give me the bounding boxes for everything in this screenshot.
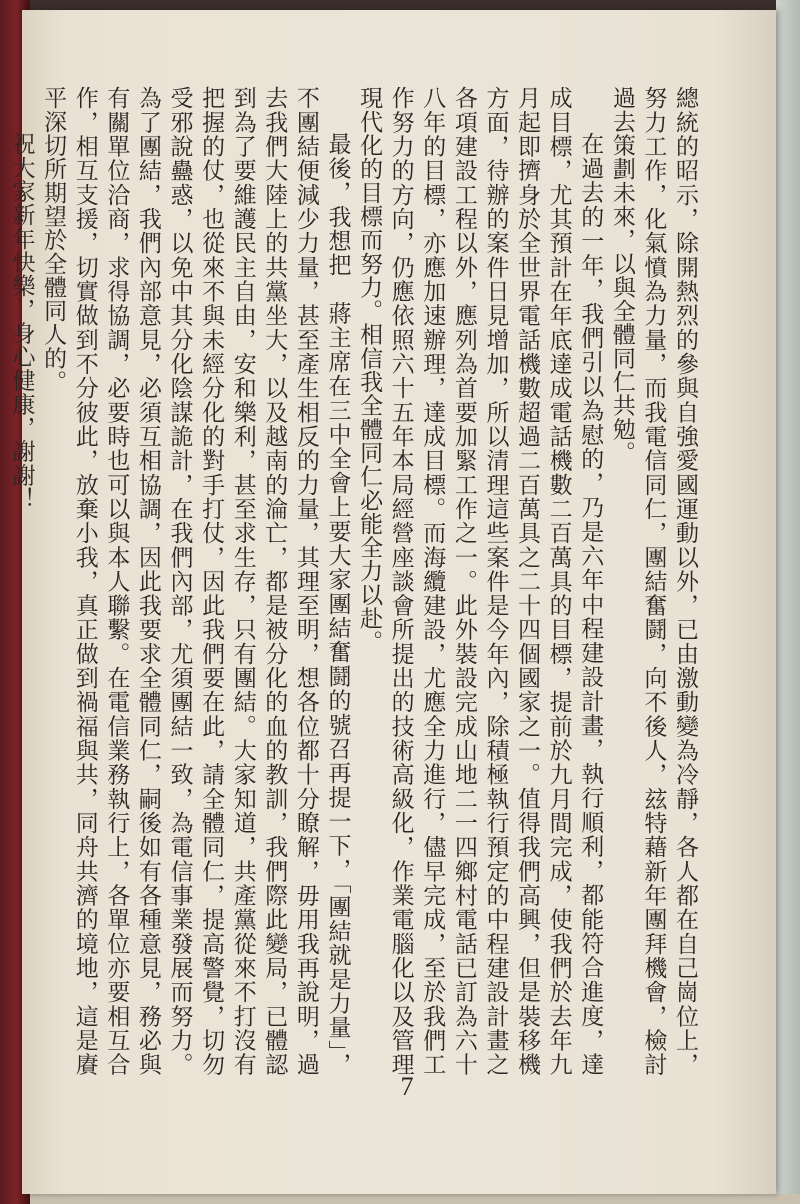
paragraph-1: 總統的昭示，除開熱烈的參與自強愛國運動以外，已由激動變為冷靜，各人都在自己崗位上，努力工作，化氣憤為力量，而我電信同仁，團結奮鬪，向不後人，玆特藉新年團拜機會，檢討過去策劃未來，以與全體同仁共勉。: [608, 86, 698, 1076]
page-number: 7: [400, 1072, 414, 1101]
paragraph-3: 最後，我想把 蔣主席在三中全會上要大家團結奮鬪的號召再提一下，「團結就是力量」，不團結便減少力量，甚至產生相反的力量，其理至明，想各位都十分瞭解，毋用我再說明，過去我們大陸上的共黨坐大，以及越南的淪亡，都是被分化的血的教訓，我們際此變局，已體認到為了要維護民主自由，安和樂利，甚至求生存，只有團結。大家知道，共產黨從來不打沒有把握的仗，也從來不與未經分化的對手打仗，因此我們要在此，請全體同仁，提高警覺，切勿受邪說蠱惑，以免中其分化陰謀詭計，在我們內部，尤須團結一致，為電信事業發展而努力。為了團結，我們內部意見，必須互相協調，因此我要求全體同仁，嗣後如有各種意見，務必與有關單位洽商，求得協調，必要時也可以與本人聯繫。在電信業務執行上，各單位亦要相互合作，相互支援，切實做到不分彼此，放棄小我，真正做到禍福與共，同舟共濟的境地，這是賡平深切所期望於全體同人的。: [40, 86, 351, 1076]
vertical-text-body: [8, 86, 700, 1076]
paragraph-2: 在過去的一年，我們引以為慰的，乃是六年中程建設計畫，執行順利，都能符合進度，達成目標，尤其預計在年底達成電話機數二百萬具的目標，提前於九月間完成，使我們於去年九月起即擠身於全世界電話機數超過二百萬具之二十四個國家之一。值得我們高興，但是裝移機方面，待辦的案件日見增加，所以清理這些案件是今年內，除積極執行預定的中程建設計畫之各項建設工程以外，應列為首要加緊工作之一。此外裝設完成山地二一四鄉村電話已訂為六十八年的目標，亦應加速辦理，達成目標。而海纜建設，尤應全力進行，儘早完成，至於我們工作努力的方向，仍應依照六十五年本局經營座談會所提出的技術高級化，作業電腦化以及管理現代化的目標而努力。相信我全體同仁必能全力以赴。: [356, 86, 604, 1076]
page-stack-edge: [776, 0, 800, 1204]
bottom-edge: [30, 1194, 800, 1204]
paragraph-closing: 祝大家新年快樂，身心健康，謝謝！: [8, 132, 35, 511]
